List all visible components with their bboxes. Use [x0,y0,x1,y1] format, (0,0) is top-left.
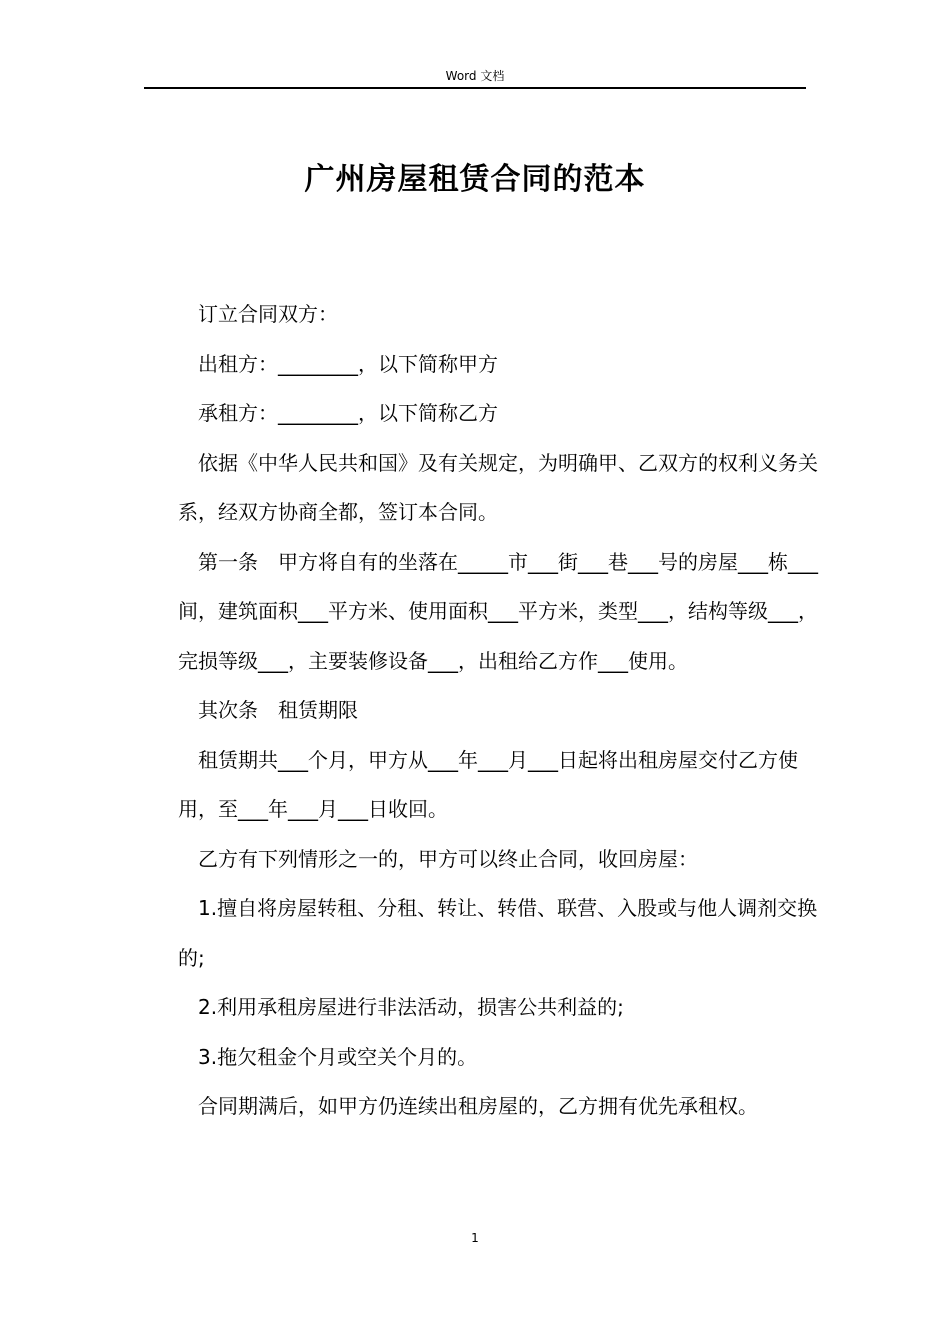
paragraph-termination-intro: 乙方有下列情形之一的，甲方可以终止合同，收回房屋： [198,846,698,871]
page-header: Word 文档 [445,69,505,83]
paragraph-termination-1: 1.擅自将房屋转租、分租、转让、转借、联营、入股或与他人调剂交换的; [178,896,818,970]
paragraph-lessor: 出租方：________，以下简称甲方 [198,351,498,376]
paragraph-termination-3: 3.拖欠租金个月或空关个月的。 [198,1044,478,1069]
paragraph-termination-2: 2.利用承租房屋进行非法活动，损害公共利益的; [198,995,624,1019]
paragraph-renewal: 合同期满后，如甲方仍连续出租房屋的，乙方拥有优先承租权。 [198,1094,758,1118]
page-number: 1 [471,1231,479,1245]
document-title: 广州房屋租赁合同的范本 [304,162,646,197]
header-divider [144,87,806,89]
paragraph-article-2-heading: 其次条 租赁期限 [198,698,358,722]
document-body [178,290,818,1132]
paragraph-lessee: 承租方：________，以下简称乙方 [198,401,498,425]
paragraph-article-1: 第一条 甲方将自有的坐落在_____市___街___巷___号的房屋___栋___间，建筑面积___平方米、使用面积___平方米，类型___，结构等级___，完损等级___，主要装修设备___，出租给乙方作___使用。 [178,549,818,673]
paragraph-parties-intro: 订立合同双方： [198,302,338,326]
paragraph-lease-term: 租赁期共___个月，甲方从___年___月___日起将出租房屋交付乙方使用，至___年___月___日收回。 [178,747,798,821]
paragraph-basis: 依据《中华人民共和国》及有关规定，为明确甲、乙双方的权利义务关系，经双方协商全都，签订本合同。 [178,450,818,524]
